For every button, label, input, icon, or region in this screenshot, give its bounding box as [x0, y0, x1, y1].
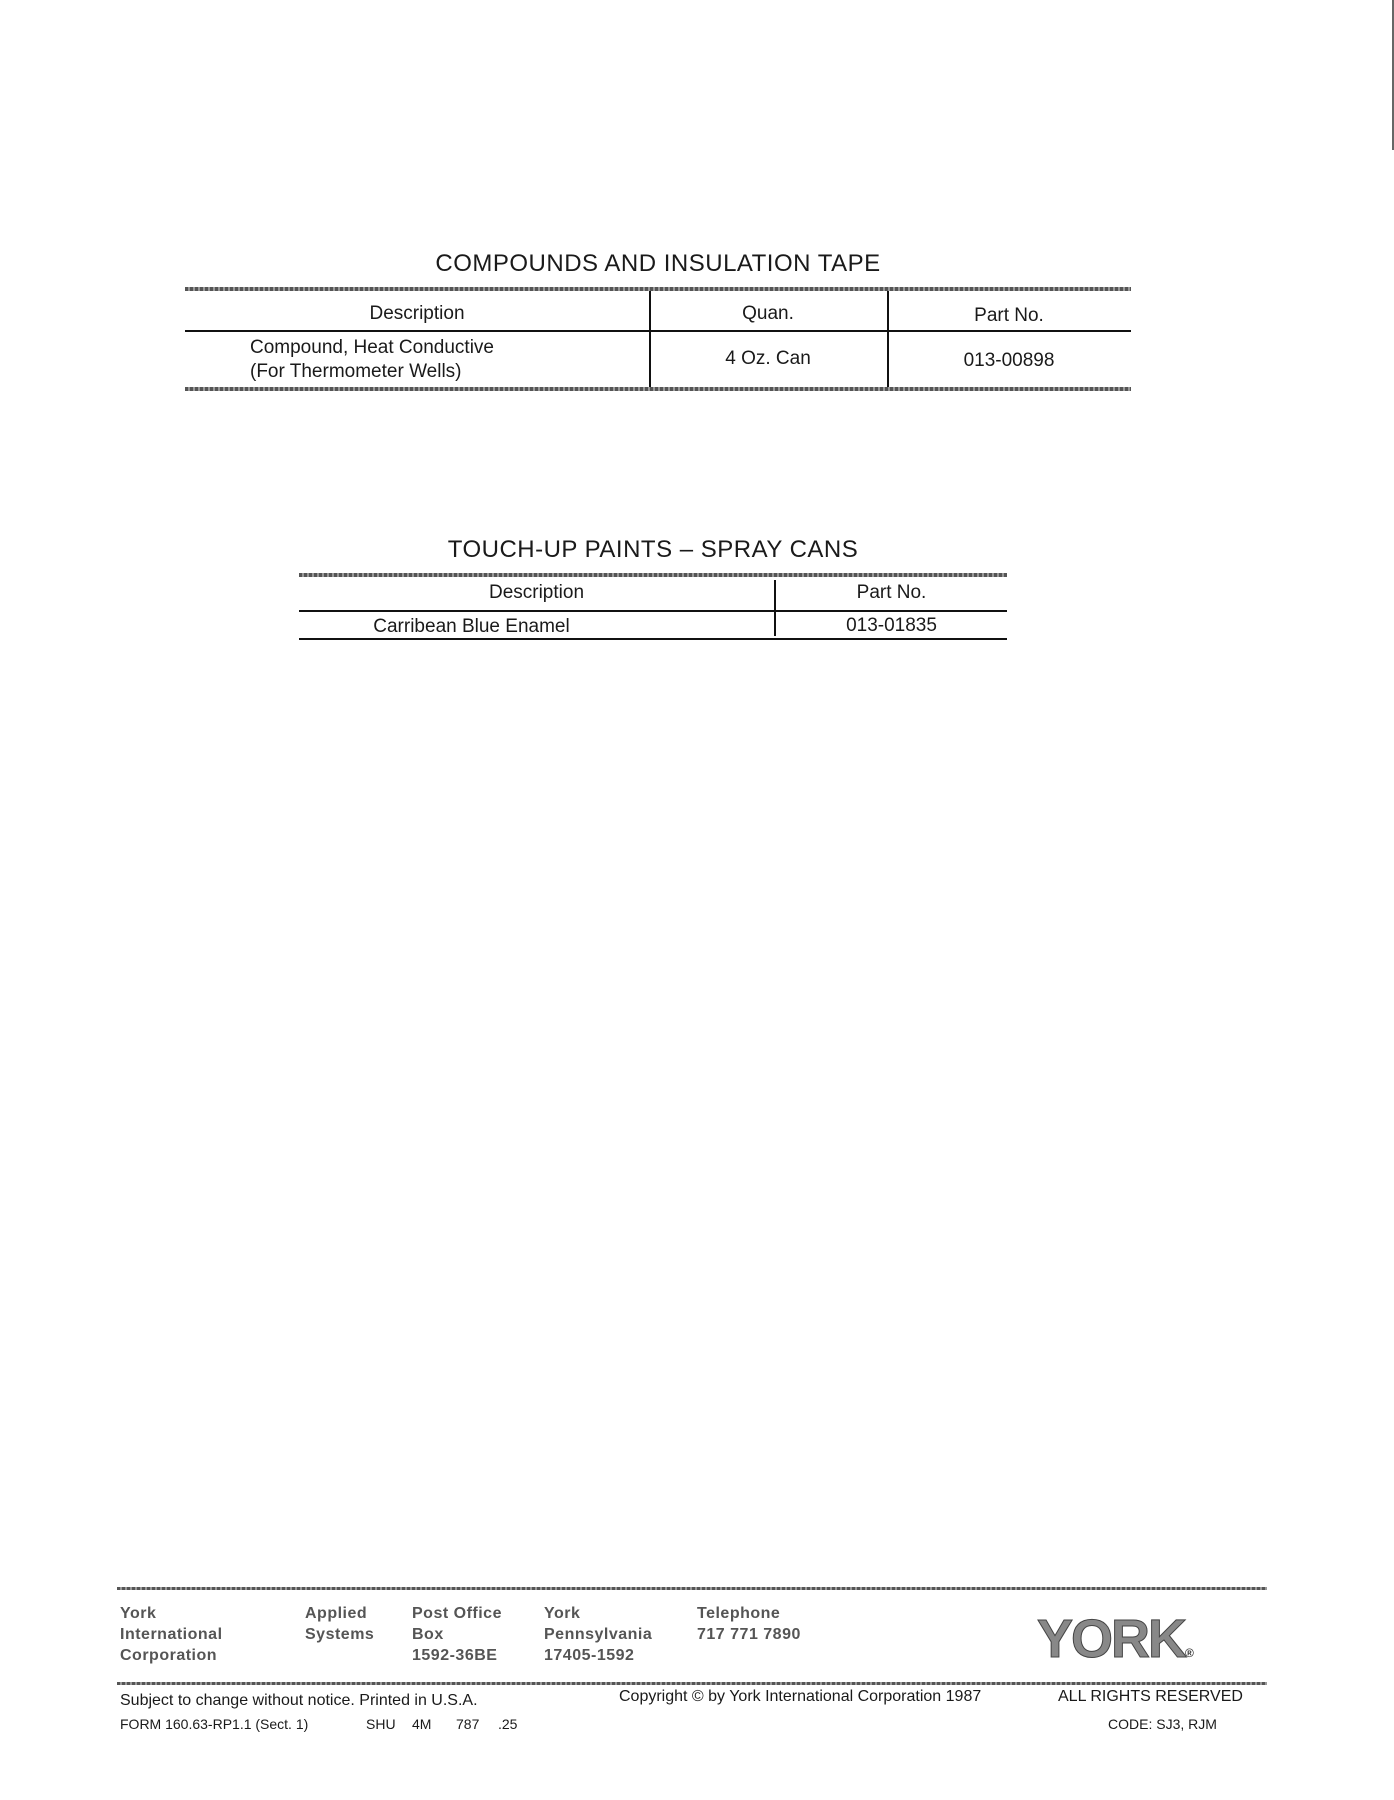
- quantity: 4 Oz. Can: [725, 348, 811, 369]
- po-box-line2: Box: [412, 1626, 444, 1643]
- york-logo: YORK®: [1037, 1609, 1194, 1669]
- part-no: 013-00898: [963, 350, 1055, 371]
- print-code: 4M: [412, 1716, 432, 1732]
- copyright-text: Copyright © by York International Corporation 1987: [619, 1688, 982, 1705]
- po-box-line1: Post Office: [412, 1605, 502, 1622]
- rights-text: ALL RIGHTS RESERVED: [1058, 1688, 1243, 1705]
- paints-header-description: Description: [488, 582, 585, 603]
- telephone-number: 717 771 7890: [697, 1626, 801, 1643]
- telephone-label: Telephone: [697, 1605, 781, 1622]
- po-box-line3: 1592-36BE: [412, 1647, 498, 1664]
- company-line1: York: [120, 1605, 157, 1622]
- description: Carribean Blue Enamel: [373, 616, 570, 637]
- notice-text: Subject to change without notice. Printed in U.S.A.: [120, 1692, 478, 1709]
- paints-header-part-no: Part No.: [856, 582, 927, 603]
- paints-title: TOUCH-UP PAINTS – SPRAY CANS: [447, 536, 859, 563]
- footer-top-rule: [117, 1587, 1267, 1590]
- company-line3: Corporation: [120, 1647, 218, 1664]
- print-code: SHU: [366, 1716, 396, 1732]
- compounds-top-rule: [185, 287, 1131, 291]
- print-code: .25: [498, 1716, 518, 1732]
- part-no: 013-01835: [846, 615, 937, 636]
- registered-mark-icon: ®: [1185, 1646, 1194, 1660]
- city-line3: 17405-1592: [544, 1647, 635, 1664]
- compounds-title: COMPOUNDS AND INSULATION TAPE: [435, 250, 881, 277]
- footer-bottom-rule: [117, 1682, 1267, 1685]
- company-line2: International: [120, 1626, 223, 1643]
- code-text: CODE: SJ3, RJM: [1108, 1716, 1217, 1732]
- description-line2: (For Thermometer Wells): [250, 361, 462, 382]
- city-line1: York: [544, 1605, 581, 1622]
- division-line2: Systems: [305, 1626, 375, 1643]
- paints-top-rule: [299, 573, 1007, 577]
- paints-header-rule: [299, 610, 1007, 612]
- division-line1: Applied: [305, 1605, 368, 1622]
- paints-bottom-rule: [299, 638, 1007, 640]
- compounds-col-divider: [649, 291, 651, 389]
- compounds-header-rule: [185, 330, 1131, 332]
- city-line2: Pennsylvania: [544, 1626, 653, 1643]
- print-code: 787: [456, 1716, 480, 1732]
- compounds-header-part-no: Part No.: [974, 305, 1044, 326]
- compounds-header-description: Description: [369, 303, 465, 324]
- form-number: FORM 160.63-RP1.1 (Sect. 1): [120, 1716, 309, 1732]
- compounds-header-quantity: Quan.: [742, 303, 794, 324]
- description-line1: Compound, Heat Conductive: [250, 337, 494, 358]
- compounds-bottom-rule: [185, 387, 1131, 391]
- compounds-col-divider: [887, 291, 889, 389]
